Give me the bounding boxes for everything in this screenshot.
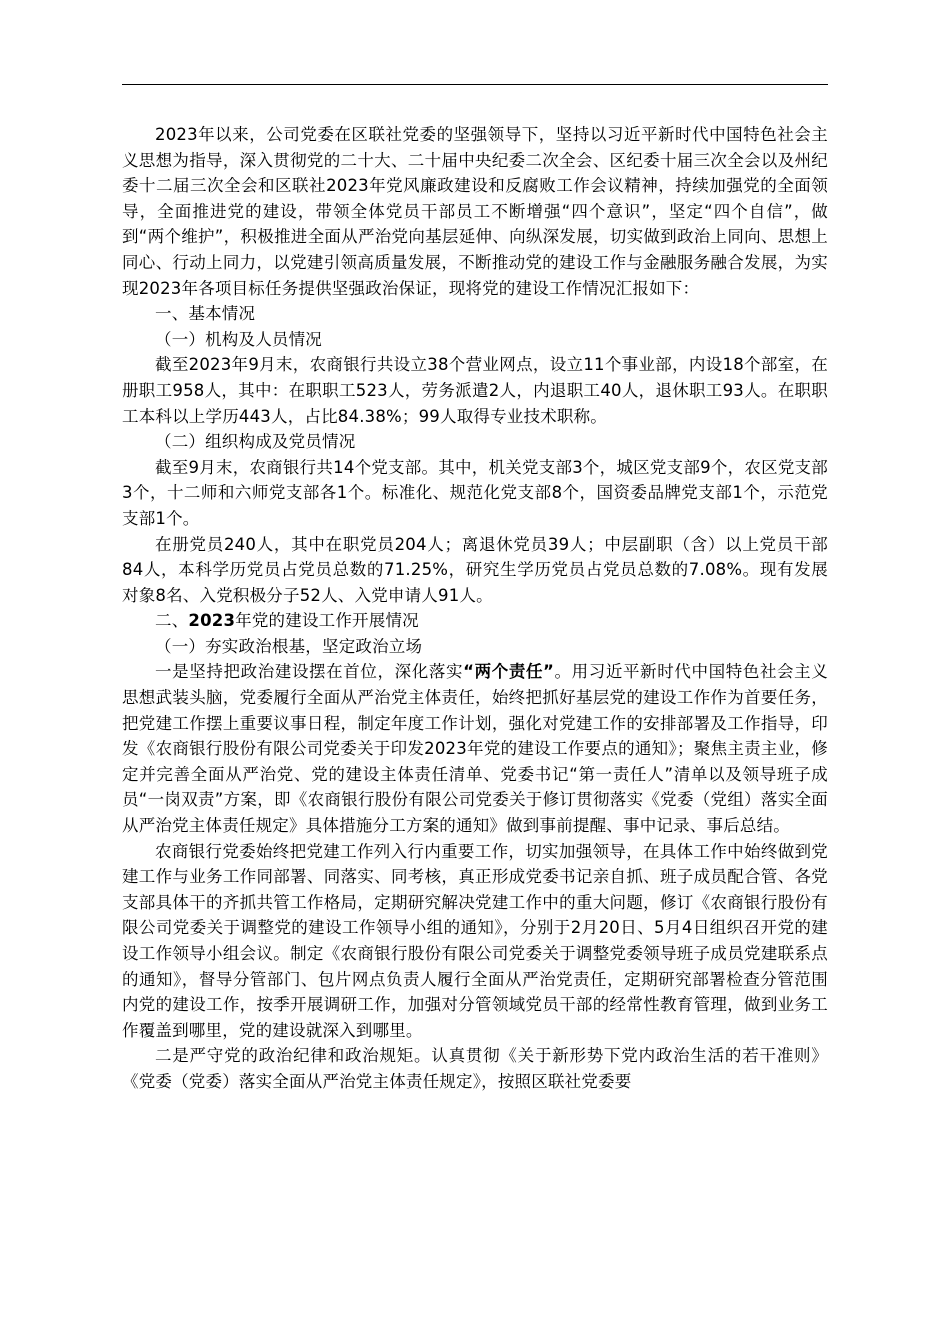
paragraph-political-building xyxy=(122,659,828,838)
p8-prefix: 一是坚持把政治建设摆在首位，深化落实 xyxy=(155,662,464,682)
paragraph-members: 在册党员240人，其中在职党员204人；离退休党员39人；中层副职（含）以上党员干部84人，本科学历党员占党员总数的71.25%，研究生学历党员占党员总数的7.08%。现有发展对象8名、入党积极分子52人、入党申请人91人。 xyxy=(122,534,828,605)
paragraph-discipline: 二是严守党的政治纪律和政治规矩。认真贯彻《关于新形势下党内政治生活的若干准则》《党委（党委）落实全面从严治党主体责任规定》，按照区联社党委要 xyxy=(122,1046,828,1091)
header-rule xyxy=(122,84,828,85)
subsection-heading-1-2: （二）组织构成及党员情况 xyxy=(155,432,356,452)
subsection-heading-1-1: （一）机构及人员情况 xyxy=(155,329,322,349)
section-2-year: 2023 xyxy=(188,611,236,631)
section-heading-2 xyxy=(122,608,828,634)
section-heading-1: 一、基本情况 xyxy=(155,304,256,324)
subsection-heading-2-1: （一）夯实政治根基，坚定政治立场 xyxy=(155,636,423,656)
document-body xyxy=(122,122,828,1095)
p8-bold: “两个责任” xyxy=(463,662,555,682)
paragraph-branches: 截至9月末，农商银行共14个党支部。其中，机关党支部3个，城区党支部9个，农区党支部3个，十二师和六师党支部各1个。标准化、规范化党支部8个，国资委品牌党支部1个，示范党支部1个。 xyxy=(122,457,828,528)
section-2-prefix: 二、 xyxy=(155,611,189,631)
intro-paragraph: 2023年以来，公司党委在区联社党委的坚强领导下，坚持以习近平新时代中国特色社会主义思想为指导，深入贯彻党的二十大、二十届中央纪委二次全会、区纪委十届三次全会以及州纪委十二届三次全会和区联社2023年党风廉政建设和反腐败工作会议精神，持续加强党的全面领导，全面推进党的建设，带领全体党员干部员工不断增强“四个意识”，坚定“四个自信”，做到“两个维护”，积极推进全面从严治党向基层延伸、向纵深发展，切实做到政治上同向、思想上同心、行动上同力，以党建引领高质量发展，不断推动党的建设工作与金融服务融合发展，为实现2023年各项目标任务提供坚强政治保证，现将党的建设工作情况汇报如下： xyxy=(122,125,828,298)
p8-suffix: 。用习近平新时代中国特色社会主义思想武装头脑，党委履行全面从严治党主体责任，始终把抓好基层党的建设工作作为首要任务，把党建工作摆上重要议事日程，制定年度工作计划，强化对党建工作的安排部署及工作指导，印发《农商银行股份有限公司党委关于印发2023年党的建设工作要点的通知》；聚焦主责主业，修定并完善全面从严治党、党的建设主体责任清单、党委书记“第一责任人”清单以及领导班子成员“一岗双责”方案，即《农商银行股份有限公司党委关于修订贯彻落实《党委（党组）落实全面从严治党主体责任规定》具体措施分工方案的通知》做到事前提醒、事中记录、事后总结。 xyxy=(122,662,828,836)
section-2-suffix: 年党的建设工作开展情况 xyxy=(235,611,419,631)
paragraph-institutions: 截至2023年9月末，农商银行共设立38个营业网点，设立11个事业部，内设18个部室，在册职工958人，其中：在职职工523人，劳务派遣2人，内退职工40人，退休职工93人。在职职工本科以上学历443人，占比84.38%；99人取得专业技术职称。 xyxy=(122,355,828,426)
paragraph-leadership: 农商银行党委始终把党建工作列入行内重要工作，切实加强领导，在具体工作中始终做到党建工作与业务工作同部署、同落实、同考核，真正形成党委书记亲自抓、班子成员配合管、各党支部具体干的齐抓共管工作格局，定期研究解决党建工作中的重大问题，修订《农商银行股份有限公司党委关于调整党的建设工作领导小组的通知》，分别于2月20日、5月4日组织召开党的建设工作领导小组会议。制定《农商银行股份有限公司党委关于调整党委领导班子成员党建联系点的通知》，督导分管部门、包片网点负责人履行全面从严治党责任，定期研究部署检查分管范围内党的建设工作，按季开展调研工作，加强对分管领域党员干部的经常性教育管理，做到业务工作覆盖到哪里，党的建设就深入到哪里。 xyxy=(122,841,828,1040)
